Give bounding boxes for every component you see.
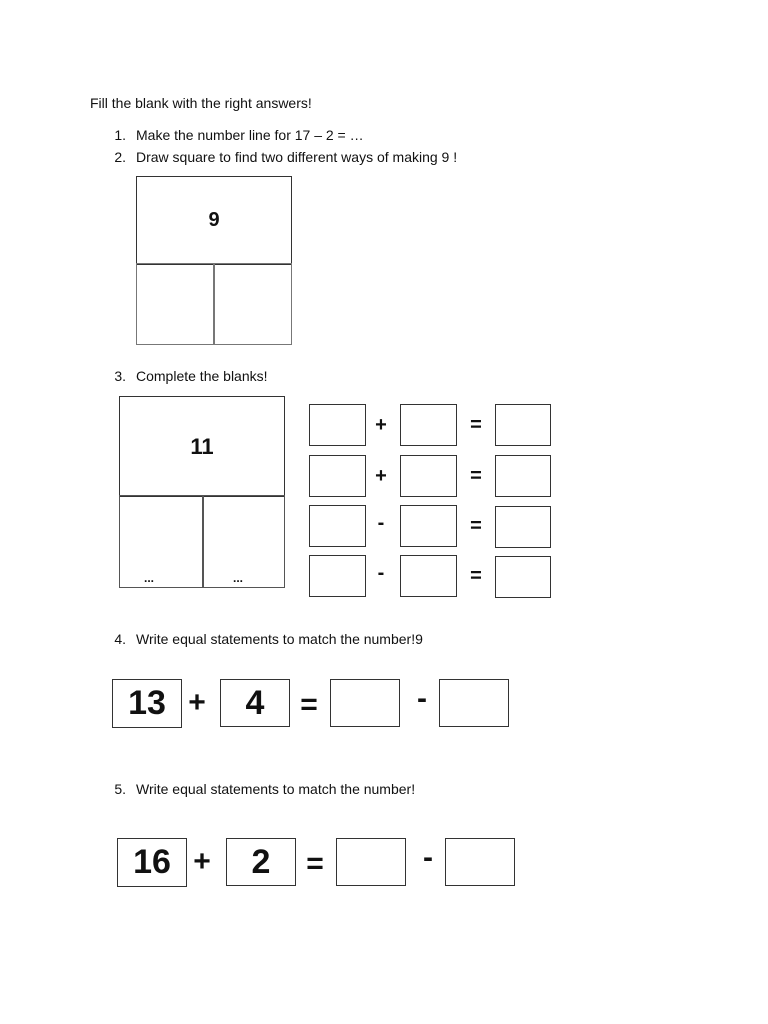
eq2-operator: + [375, 465, 387, 487]
item-2-text: Draw square to find two different ways of making 9 ! [136, 149, 458, 165]
eq1-second-box[interactable] [400, 404, 457, 446]
statement4-plus: + [188, 686, 206, 719]
statement4-first-number: 13 [128, 684, 166, 722]
item-5-text: Write equal statements to match the number! [136, 781, 416, 797]
statement5-plus: + [193, 845, 211, 878]
eq3-result-box[interactable] [495, 506, 551, 548]
eq4-equals: = [470, 565, 482, 587]
eq2-result-box[interactable] [495, 455, 551, 497]
item-3-number: 3. [114, 368, 126, 384]
eq1-equals: = [470, 414, 482, 436]
item-1-number: 1. [114, 127, 126, 143]
eq2-second-box[interactable] [400, 455, 457, 497]
statement5-first-number: 16 [133, 843, 171, 881]
statement4-first-number-box [112, 679, 182, 728]
statement4-minus: - [417, 682, 427, 715]
statement4-second-number-box [220, 679, 290, 727]
bond9-whole-box [136, 176, 292, 265]
item-4-text: Write equal statements to match the number!9 [136, 631, 423, 647]
statement4-blank-box-2[interactable] [439, 679, 509, 727]
eq2-first-box[interactable] [309, 455, 366, 497]
eq4-result-box[interactable] [495, 556, 551, 598]
item-5-number: 5. [114, 781, 126, 797]
eq4-operator: - [377, 562, 385, 584]
bond11-whole-value: 11 [190, 433, 214, 459]
statement4-second-number: 4 [245, 683, 265, 722]
bond9-whole-value: 9 [208, 209, 220, 231]
statement5-second-number-box [226, 838, 296, 886]
bond9-left-part-box[interactable] [136, 263, 215, 345]
bond9-right-part-box[interactable] [213, 263, 292, 345]
instruction-text: Fill the blank with the right answers! [90, 95, 312, 111]
eq3-equals: = [470, 515, 482, 537]
bond11-whole-box [119, 396, 285, 497]
statement4-blank-box-1[interactable] [330, 679, 400, 727]
statement5-blank-box-2[interactable] [445, 838, 515, 886]
statement4-equals: = [300, 688, 318, 721]
eq4-first-box[interactable] [309, 555, 366, 597]
bond11-left-part-box[interactable] [119, 495, 204, 588]
bond11-right-part-placeholder: ... [233, 571, 244, 585]
eq1-result-box[interactable] [495, 404, 551, 446]
bond11-right-part-box[interactable] [202, 495, 285, 588]
statement5-second-number: 2 [251, 842, 271, 881]
eq3-second-box[interactable] [400, 505, 457, 547]
item-2-number: 2. [114, 149, 126, 165]
statement5-first-number-box [117, 838, 187, 887]
eq1-first-box[interactable] [309, 404, 366, 446]
eq1-operator: + [375, 414, 387, 436]
item-3-text: Complete the blanks! [136, 368, 268, 384]
item-4-number: 4. [114, 631, 126, 647]
item-1-text: Make the number line for 17 – 2 = … [136, 127, 364, 143]
eq4-second-box[interactable] [400, 555, 457, 597]
statement5-minus: - [423, 841, 433, 874]
eq3-operator: - [377, 512, 385, 534]
statement5-blank-box-1[interactable] [336, 838, 406, 886]
eq2-equals: = [470, 465, 482, 487]
eq3-first-box[interactable] [309, 505, 366, 547]
bond11-left-part-placeholder: ... [144, 571, 155, 585]
statement5-equals: = [306, 847, 324, 880]
